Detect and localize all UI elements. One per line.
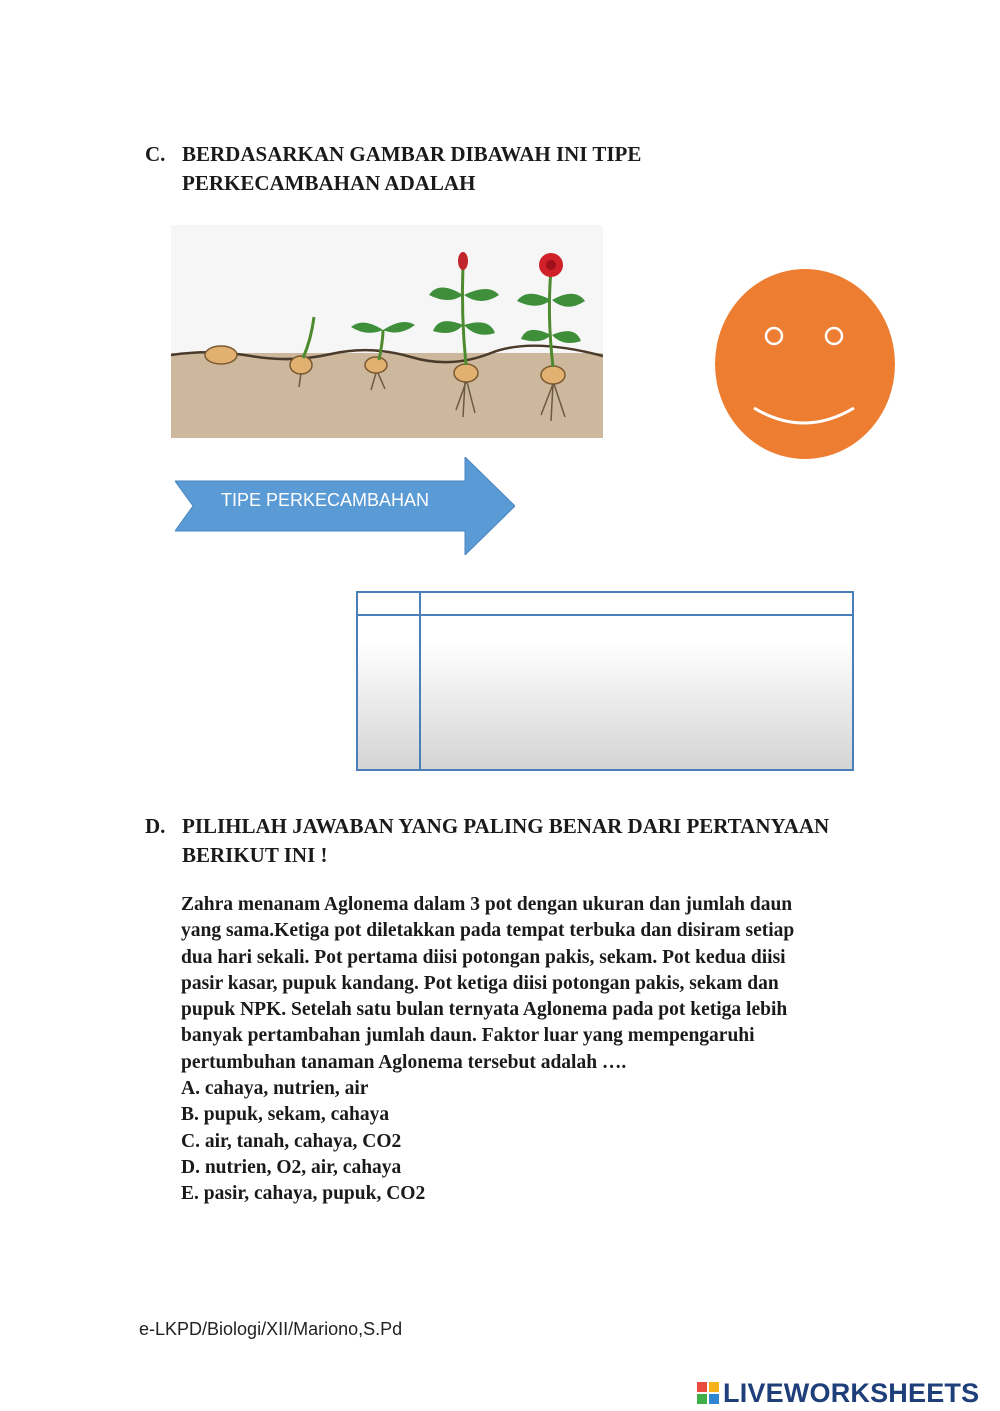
plant-germination-illustration xyxy=(171,225,603,438)
question-line: yang sama.Ketiga pot diletakkan pada tempat terbuka dan disiram setiap xyxy=(181,920,795,942)
option-b: B. pupuk, sekam, cahaya xyxy=(181,1104,390,1126)
question-line: dua hari sekali. Pot pertama diisi potongan pakis, sekam. Pot kedua diisi xyxy=(181,946,786,968)
liveworksheets-logo xyxy=(697,1376,979,1410)
smiley-face-icon xyxy=(714,268,896,460)
section-c-letter: C. xyxy=(145,142,166,166)
section-c-heading-line-1: BERDASARKAN GAMBAR DIBAWAH INI TIPE xyxy=(182,142,642,166)
question-line: pertumbuhan tanaman Aglonema tersebut adalah …. xyxy=(181,1051,627,1073)
question-line: banyak pertambahan jumlah daun. Faktor luar yang mempengaruhi xyxy=(181,1025,755,1047)
section-c-heading-line-2: PERKECAMBAHAN ADALAH xyxy=(182,171,476,195)
section-d-heading-line-1: PILIHLAH JAWABAN YANG PALING BENAR DARI PERTANYAAN xyxy=(182,814,830,838)
option-c: C. air, tanah, cahaya, CO2 xyxy=(181,1130,402,1152)
option-d: D. nutrien, O2, air, cahaya xyxy=(181,1156,402,1178)
arrow-label: TIPE PERKECAMBAHAN xyxy=(220,490,430,510)
section-c-heading xyxy=(145,140,845,200)
answer-input-box[interactable] xyxy=(356,591,854,771)
question-line: pupuk NPK. Setelah satu bulan ternyata Aglonema pada pot ketiga lebih xyxy=(181,999,788,1021)
option-e: E. pasir, cahaya, pupuk, CO2 xyxy=(181,1183,426,1205)
liveworksheets-logo-text: LIVEWORKSHEETS xyxy=(723,1377,980,1408)
answer-box-divider-vertical xyxy=(419,593,421,769)
question-block xyxy=(181,892,871,1208)
section-d-heading-line-2: BERIKUT INI ! xyxy=(182,843,328,867)
option-a: A. cahaya, nutrien, air xyxy=(181,1078,369,1100)
section-d-heading xyxy=(145,812,905,872)
answer-box-divider-horizontal xyxy=(358,614,852,616)
question-line: pasir kasar, pupuk kandang. Pot ketiga diisi potongan pakis, sekam dan xyxy=(181,972,779,994)
section-d-letter: D. xyxy=(145,814,166,838)
footer-credit: e-LKPD/Biologi/XII/Mariono,S.Pd xyxy=(139,1319,403,1339)
liveworksheets-logo-icon xyxy=(697,1382,719,1404)
question-line: Zahra menanam Aglonema dalam 3 pot dengan ukuran dan jumlah daun xyxy=(181,894,793,915)
